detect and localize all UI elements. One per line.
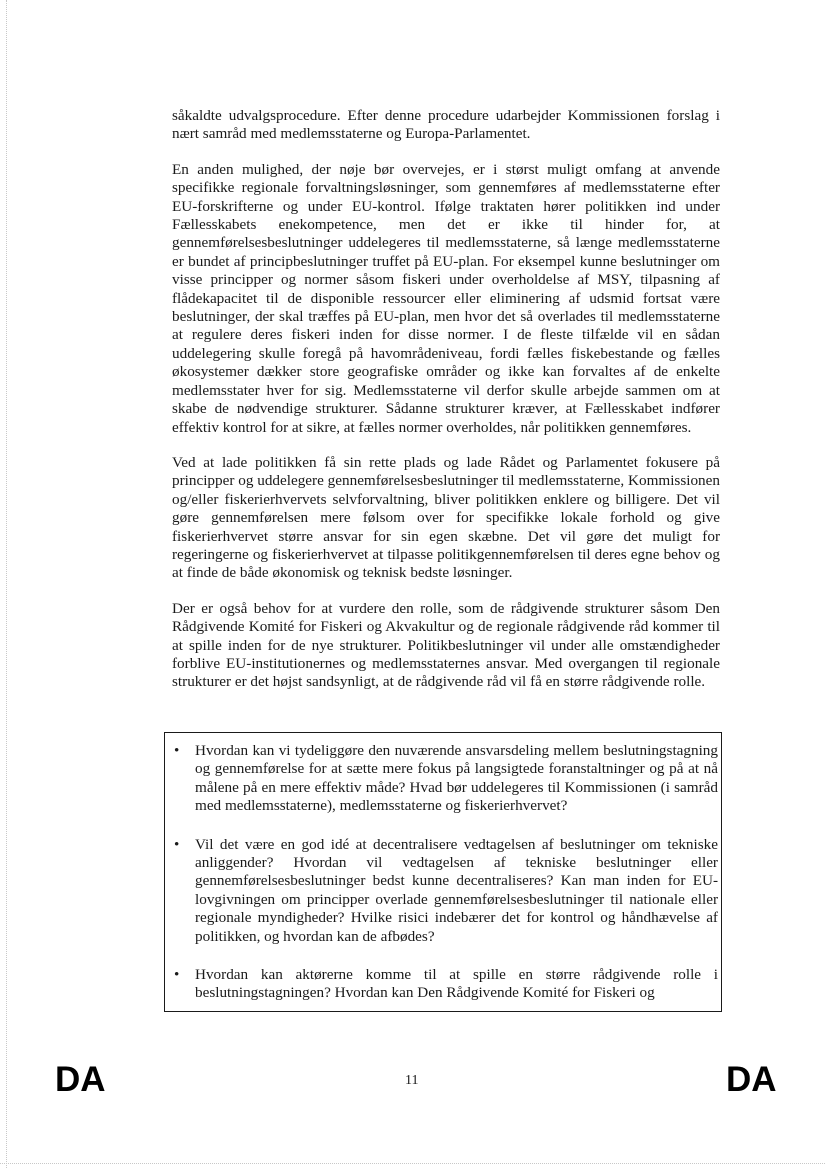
page-edge-bottom xyxy=(0,1163,825,1164)
question-item xyxy=(165,836,721,946)
question-text: Hvordan kan vi tydeliggøre den nuværende ansvarsdeling mellem beslutningstagning og gennemførelse for at sætte mere fokus på langsigtede foranstaltninger og på at nå målene på en mere effektiv måde? Hvad bør uddelegeres til Kommissionen (i samråd med medlemsstaterne), medlemsstaterne og fiskerierhvervet? xyxy=(195,742,718,815)
paragraph-2: En anden mulighed, der nøje bør overvejes, er i størst muligt omfang at anvende specifikke regionale forvaltningsløsninger, som gennemføres af medlemsstaterne efter EU-forskrifterne og under EU-kontrol. Ifølge traktaten hører politikken ind under Fællesskabets enekompetence, men det er ikke til hinder for, at gennemførelsesbeslutninger uddelegeres til medlemsstaterne, så længe medlemsstaterne er bundet af principbeslutninger truffet på EU-plan. For eksempel kunne beslutninger om visse principper og normer såsom fiskeri under overholdelse af MSY, tilpasning af flådekapacitet til de disponible ressourcer eller eliminering af udsmid fortsat være beslutninger, der skal træffes på EU-plan, men hvor det så overlades til medlemsstaterne at regulere deres fiskeri inden for disse normer. I de fleste tilfælde vil en sådan uddelegering skulle foregå på havområdeniveau, fordi fælles fiskebestande og fælles økosystemer dækker store geografiske områder og ikke kan forvaltes af de enkelte medlemsstater hver for sig. Medlemsstaterne vil derfor skulle arbejde sammen om at skabe de nødvendige strukturer. Sådanne strukturer kræver, at Fællesskabet indfører effektiv kontrol for at sikre, at fælles normer overholdes, når politikken gennemføres. xyxy=(172,160,720,436)
question-item xyxy=(165,966,721,1003)
question-list xyxy=(165,733,721,1003)
page-edge-left xyxy=(6,0,7,1168)
paragraph-4: Der er også behov for at vurdere den rolle, som de rådgivende strukturer såsom Den Rådgivende Komité for Fiskeri og Akvakultur og de regionale rådgivende råd kommer til at spille inden for de nye strukturer. Politikbeslutninger vil under alle omstændigheder forblive EU-institutionernes og medlemsstaternes ansvar. Med overgangen til regionale strukturer er det højst sandsynligt, at de rådgivende råd vil få en større rådgivende rolle. xyxy=(172,599,720,691)
question-item xyxy=(165,742,721,816)
questions-box xyxy=(164,732,722,1012)
language-code-left: DA xyxy=(55,1060,106,1099)
bullet-icon: • xyxy=(174,966,180,984)
question-text: Vil det være en god idé at decentralisere vedtagelsen af beslutninger om tekniske anliggender? Hvordan vil vedtagelsen af tekniske beslutninger eller gennemførelsesbeslutninger bedst kunne decentraliseres? Kan man inden for EU-lovgivningen om principper overlade gennemførelsesbeslutninger til nationale eller regionale myndigheder? Hvilke risici indebærer det for kontrol og håndhævelse af politikken, og hvordan kan de afbødes? xyxy=(195,835,718,945)
page-number: 11 xyxy=(405,1073,419,1088)
body-text xyxy=(172,107,720,709)
bullet-icon: • xyxy=(174,742,180,759)
question-text: Hvordan kan aktørerne komme til at spille en større rådgivende rolle i beslutningstagningen? Hvordan kan Den Rådgivende Komité for Fiskeri og xyxy=(195,966,718,1002)
paragraph-3: Ved at lade politikken få sin rette plads og lade Rådet og Parlamentet fokusere på principper og uddelegere gennemførelsesbeslutninger til medlemsstaterne, Kommissionen og/eller fiskerierhvervets selvforvaltning, bliver politikken enklere og billigere. Det vil gøre gennemførelsen mere følsom over for specifikke lokale forhold og give fiskerierhvervet større ansvar for sin egen skæbne. Det vil gøre det muligt for regeringerne og fiskerierhvervet at tilpasse politikgennemførelsen til deres egne behov og at finde de både økonomisk og teknisk bedste løsninger. xyxy=(172,453,720,582)
bullet-icon: • xyxy=(174,835,180,853)
paragraph-1: såkaldte udvalgsprocedure. Efter denne procedure udarbejder Kommissionen forslag i nært samråd med medlemsstaterne og Europa-Parlamentet. xyxy=(172,107,720,143)
language-code-right: DA xyxy=(726,1060,777,1099)
